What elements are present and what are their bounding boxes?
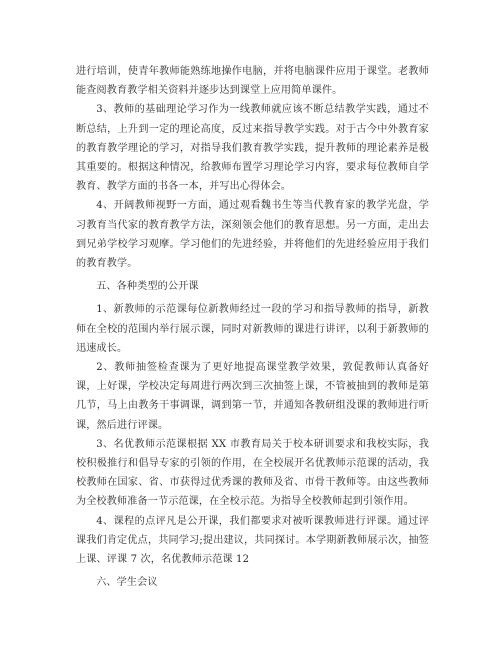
section-heading-open-classes: 五、各种类型的公开课 [96,281,199,293]
paragraph-theory-study: 3、教师的基础理论学习作为一线教师就应该不断总结教学实践，通过不断总结，上升到一定的理论高度，反过来指导教学实践。对于古今中外教育家的教育教学理论的学习，对指导我们教育教学实践，提升教师的理论素养是极其重要的。根据这种情况，给教师布置学习理论学习内容，要求每位教师自学教育、教学方面的书各一本，并写出心得体会。 [76,104,429,193]
section-heading-student-meeting: 六、学生会议 [96,577,158,589]
paragraph-class-review: 4、课程的点评凡是公开课，我们都要求对被听课教师进行评课。通过评课我们肯定优点，共同学习;提出建议，共同探讨。本学期新教师展示次，抽签上课、评课 7 次，名优教师示范课 12 [76,515,429,566]
paragraph-new-teacher-demo: 1、新教师的示范课每位新教师经过一段的学习和指导教师的指导，新教师在全校的范围内举行展示课，同时对新教师的课进行讲评，以利于新教师的迅速成长。 [76,304,429,354]
paragraph-excellent-teacher-demo: 3、名优教师示范课根据 XX 市教育局关于校本研训要求和我校实际，我校积极推行和倡导专家的引领的作用，在全校展开名优教师示范课的活动，我校教师在国家、省、市获得过优秀课的教师及省、市骨干教师等。由这些教师为全校教师准备一节示范课，在全校示范。为指导全校教师起到引领作用。 [76,438,429,508]
paragraph-lottery-check: 2、教师抽签检查课为了更好地提高课堂教学效果，敦促教师认真备好课，上好课，学校决定每周进行两次到三次抽签上课，不管被抽到的教师是第几节，马上由教务干事调课，调到第一节，并通知各教研组没课的教师进行听课，然后进行评课。 [76,362,429,431]
document-body [76,62,429,596]
paragraph-broaden-vision: 4、开阔教师视野一方面，通过观看魏书生等当代教育家的教学光盘，学习教育当代家的教育教学方法，深刻领会他们的教育思想。另一方面，走出去到兄弟学校学习观摩。学习他们的先进经验，并将他们的先进经验应用于我们的教育教学。 [76,200,429,270]
paragraph-training-continued: 进行培训，使青年教师能熟练地操作电脑，并将电脑课件应用于课堂。老教师能查阅教育教学相关资料并逐步达到课堂上应用简单课件。 [76,66,429,97]
